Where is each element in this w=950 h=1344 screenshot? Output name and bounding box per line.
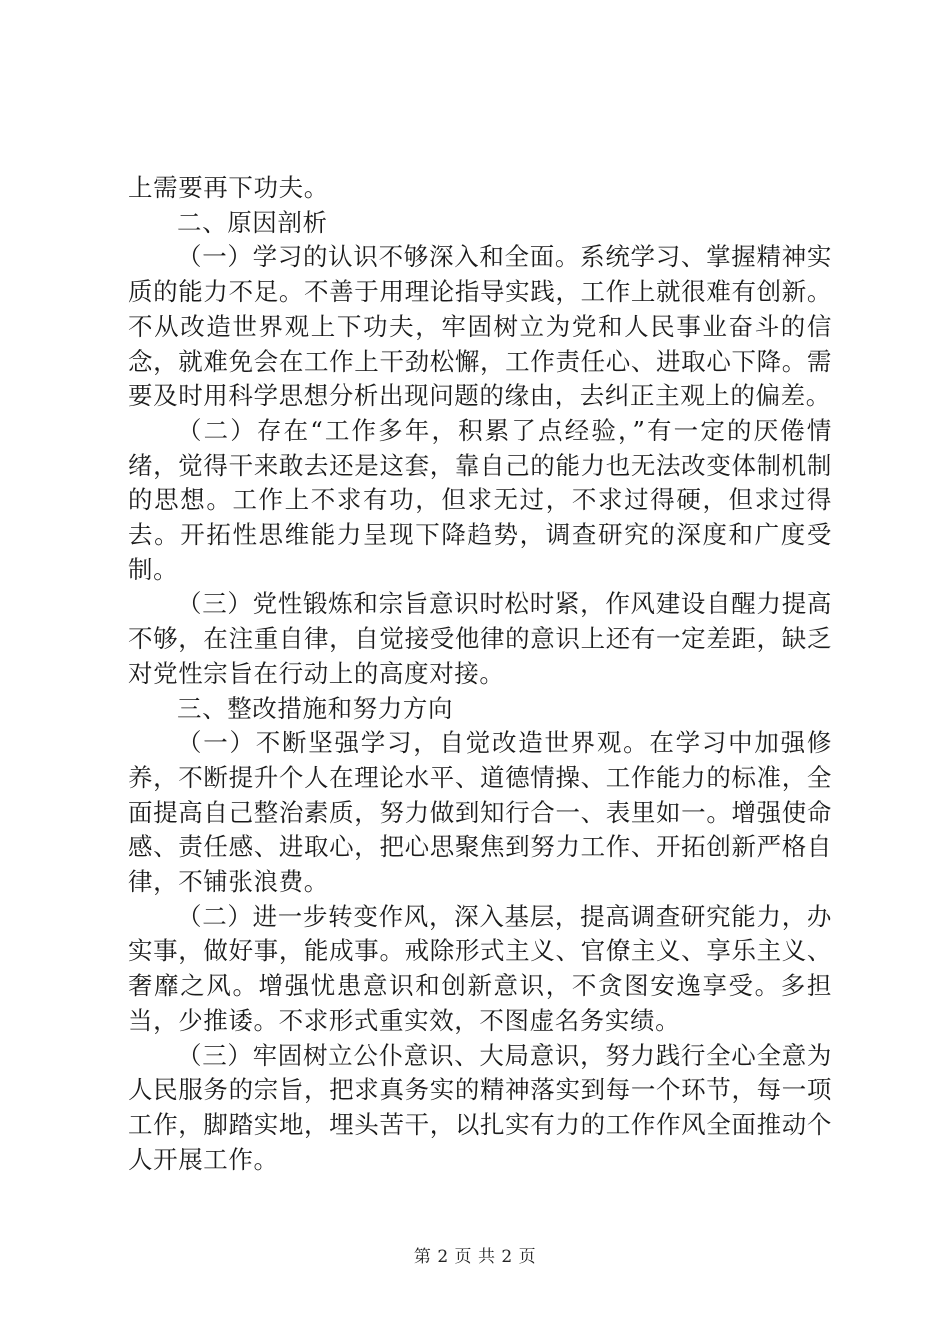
paragraph-measure-1: （一）不断坚强学习，自觉改造世界观。在学习中加强修养，不断提升个人在理论水平、道德情操、工作能力的标准，全面提高自己整治素质，努力做到知行合一、表里如一。增强使命感、责任感、进取心，把心思聚焦到努力工作、开拓创新严格自律，不铺张浪费。	[128, 728, 832, 897]
section-heading-cause-analysis: 二、原因剖析	[177, 207, 328, 237]
page-number-footer: 第 2 页 共 2 页	[413, 1247, 537, 1267]
document-body	[128, 171, 832, 1177]
paragraph-measure-3: （三）牢固树立公仆意识、大局意识，努力践行全心全意为人民服务的宗旨，把求真务实的精神落实到每一个环节，每一项工作，脚踏实地，埋头苦干，以扎实有力的工作作风全面推动个人开展工作。	[128, 1040, 832, 1174]
section-heading-rectification: 三、整改措施和努力方向	[177, 693, 454, 723]
paragraph-cause-1: （一）学习的认识不够深入和全面。系统学习、掌握精神实质的能力不足。不善于用理论指导实践，工作上就很难有创新。不从改造世界观上下功夫，牢固树立为党和人民事业奋斗的信念，就难免会在工作上干劲松懈，工作责任心、进取心下降。需要及时用科学思想分析出现问题的缘由，去纠正主观上的偏差。	[128, 242, 832, 411]
paragraph-cause-3: （三）党性锻炼和宗旨意识时松时紧，作风建设自醒力提高不够，在注重自律，自觉接受他律的意识上还有一定差距，缺乏对党性宗旨在行动上的高度对接。	[128, 589, 832, 688]
paragraph-cause-2: （二）存在“工作多年，积累了点经验，”有一定的厌倦情绪，觉得干来敢去还是这套，靠自己的能力也无法改变体制机制的思想。工作上不求有功，但求无过，不求过得硬，但求过得去。开拓性思维能力呈现下降趋势，调查研究的深度和广度受制。	[128, 415, 832, 584]
paragraph-continuation: 上需要再下功夫。	[128, 173, 329, 202]
paragraph-measure-2: （二）进一步转变作风，深入基层，提高调查研究能力，办实事，做好事，能成事。戒除形式主义、官僚主义、享乐主义、奢靡之风。增强忧患意识和创新意识，不贪图安逸享受。多担当，少推诿。不求形式重实效，不图虚名务实绩。	[128, 901, 832, 1035]
